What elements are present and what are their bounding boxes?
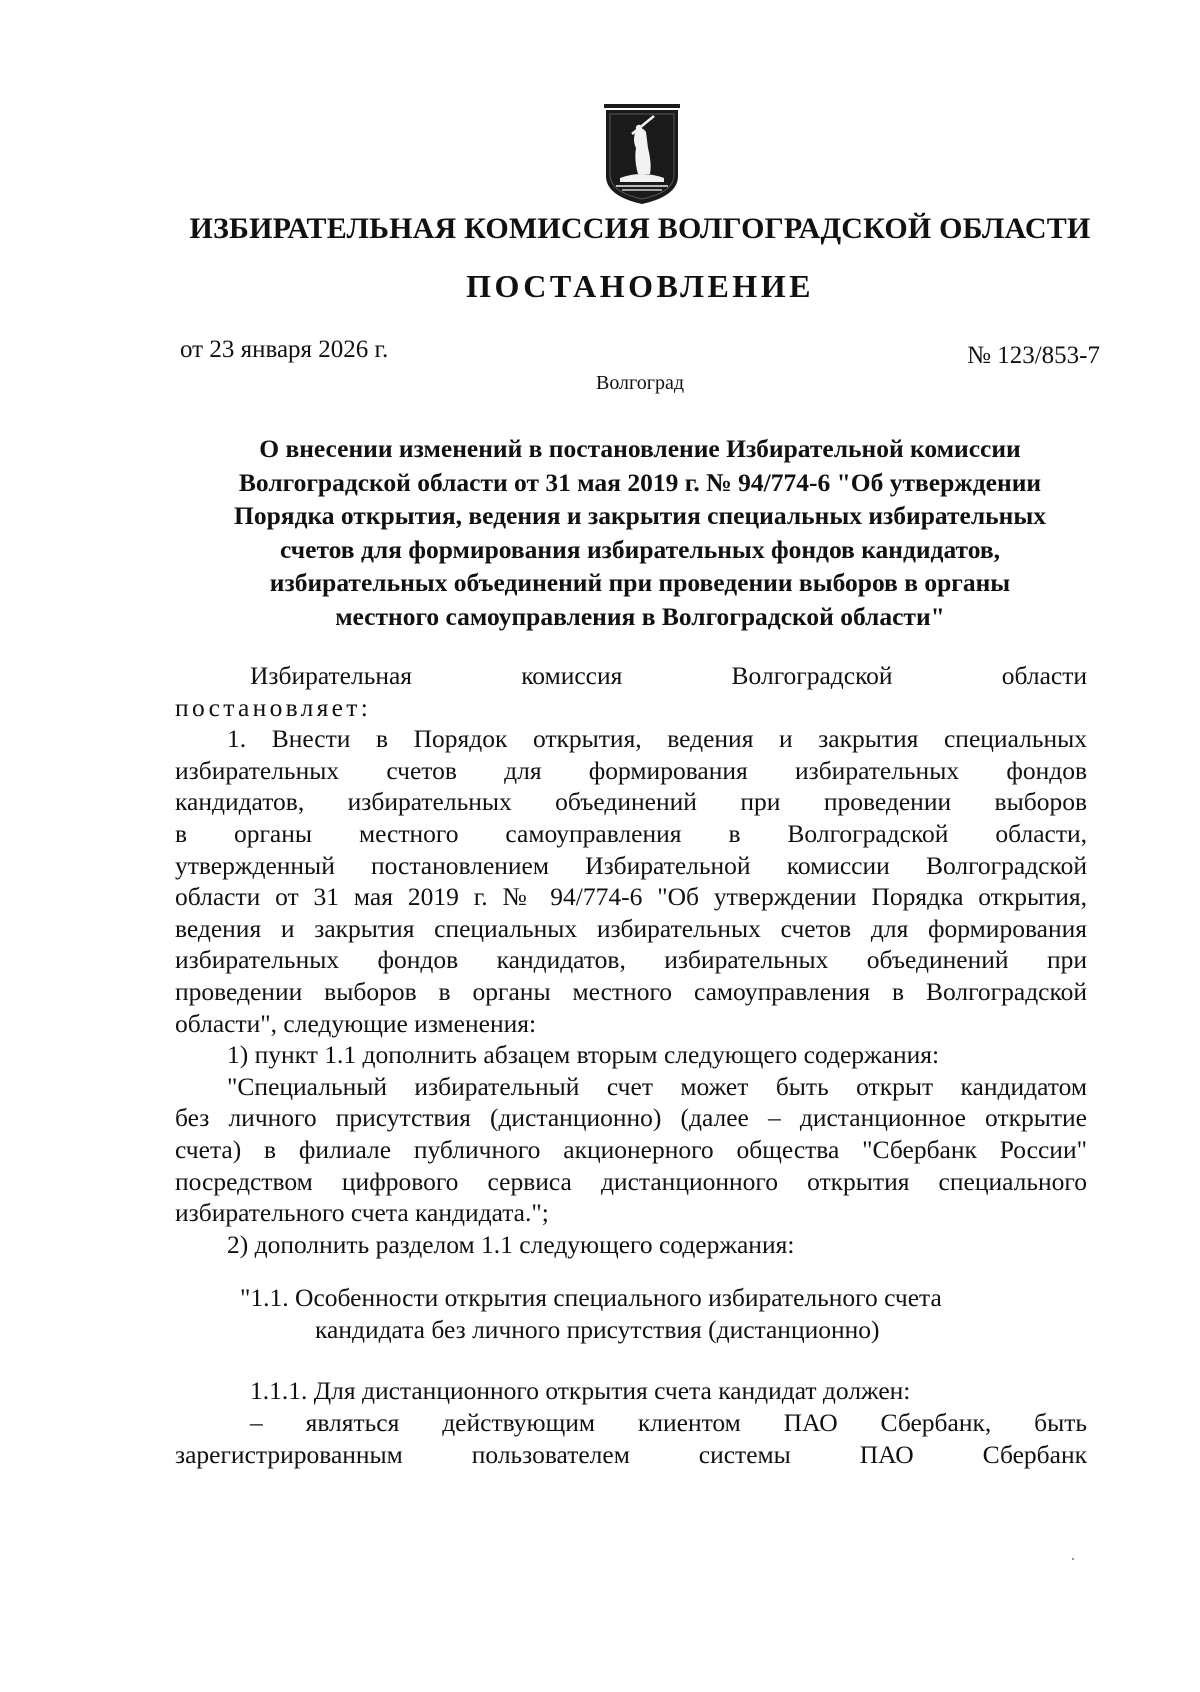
item1-line: кандидатов, избирательных объединений при проведении выборов [175,787,1087,817]
title-line: местного самоуправления в Волгоградской области" [335,601,945,631]
item1-line: утвержденный постановлением Избирательной комиссии Волгоградской [175,850,1087,880]
clause-1-1-1: 1.1.1. Для дистанционного открытия счета кандидат должен: [250,1376,911,1406]
subitem-2: 2) дополнить разделом 1.1 следующего содержания: [227,1229,795,1259]
document-title [170,432,1110,633]
title-line: Волгоградской области от 31 мая 2019 г. № 94/774-6 "Об утверждении [238,467,1042,497]
document-date: от 23 января 2026 г. [180,336,389,363]
title-line: Порядка открытия, ведения и закрытия специальных избирательных [234,501,1046,530]
subitem-1: 1) пункт 1.1 дополнить абзацем вторым следующего содержания: [227,1040,940,1070]
item1-line: области", следующие изменения: [175,1008,537,1038]
bullet-line: зарегистрированным пользователем системы ПАО Сбербанк [175,1439,1087,1469]
item1-line: области от 31 мая 2019 г. № 94/774-6 "Об утверждении Порядка открытия, [175,882,1087,912]
title-line: счетов для формирования избирательных фондов кандидатов, [279,534,1000,564]
preamble-line: Избирательная комиссия Волгоградской области [250,661,1087,690]
spacer [175,1260,1087,1282]
item1-line: избирательных фондов кандидатов, избирательных объединений при [175,945,1087,975]
preamble-verb: постановляет: [175,692,372,722]
quote-line: счета) в филиале публичного акционерного общества "Сбербанк России" [175,1134,1087,1164]
agency-name: ИЗБИРАТЕЛЬНАЯ КОМИССИЯ ВОЛГОГРАДСКОЙ ОБЛАСТИ [189,212,1091,245]
quote-line: без личного присутствия (дистанционно) (далее – дистанционное открытие [175,1103,1087,1133]
title-line: избирательных объединений при проведении выборов в органы [269,568,1011,597]
section-heading-line: "1.1. Особенности открытия специального избирательного счета [240,1283,942,1313]
section-heading-line: кандидата без личного присутствия (дистанционно) [315,1314,880,1344]
document-body [175,660,1087,1470]
quote-line: посредством цифрового сервиса дистанционного открытия специального [175,1166,1087,1196]
document-type: ПОСТАНОВЛЕНИЕ [466,268,814,304]
bullet-line: – являться действующим клиентом ПАО Сбербанк, быть [250,1408,1087,1438]
title-line: О внесении изменений в постановление Избирательной комиссии [259,434,1021,463]
quote-line: "Специальный избирательный счет может быть открыт кандидатом [227,1071,1087,1101]
item1-line: ведения и закрытия специальных избирательных счетов для формирования [175,913,1087,943]
item1-line: избирательных счетов для формирования избирательных фондов [175,755,1087,785]
quote-line: избирательного счета кандидата."; [175,1198,549,1228]
item1-line: проведении выборов в органы местного самоуправления в Волгоградской [175,976,1087,1006]
document-city: Волгоград [595,372,685,394]
spacer [175,1345,1087,1375]
volgograd-coat-of-arms-icon [602,104,682,206]
item1-line: 1. Внести в Порядок открытия, ведения и закрытия специальных [227,724,1087,754]
scan-speck [1072,1558,1074,1560]
item1-line: в органы местного самоуправления в Волгоградской области, [175,818,1087,848]
document-number: № 123/853-7 [967,342,1100,369]
